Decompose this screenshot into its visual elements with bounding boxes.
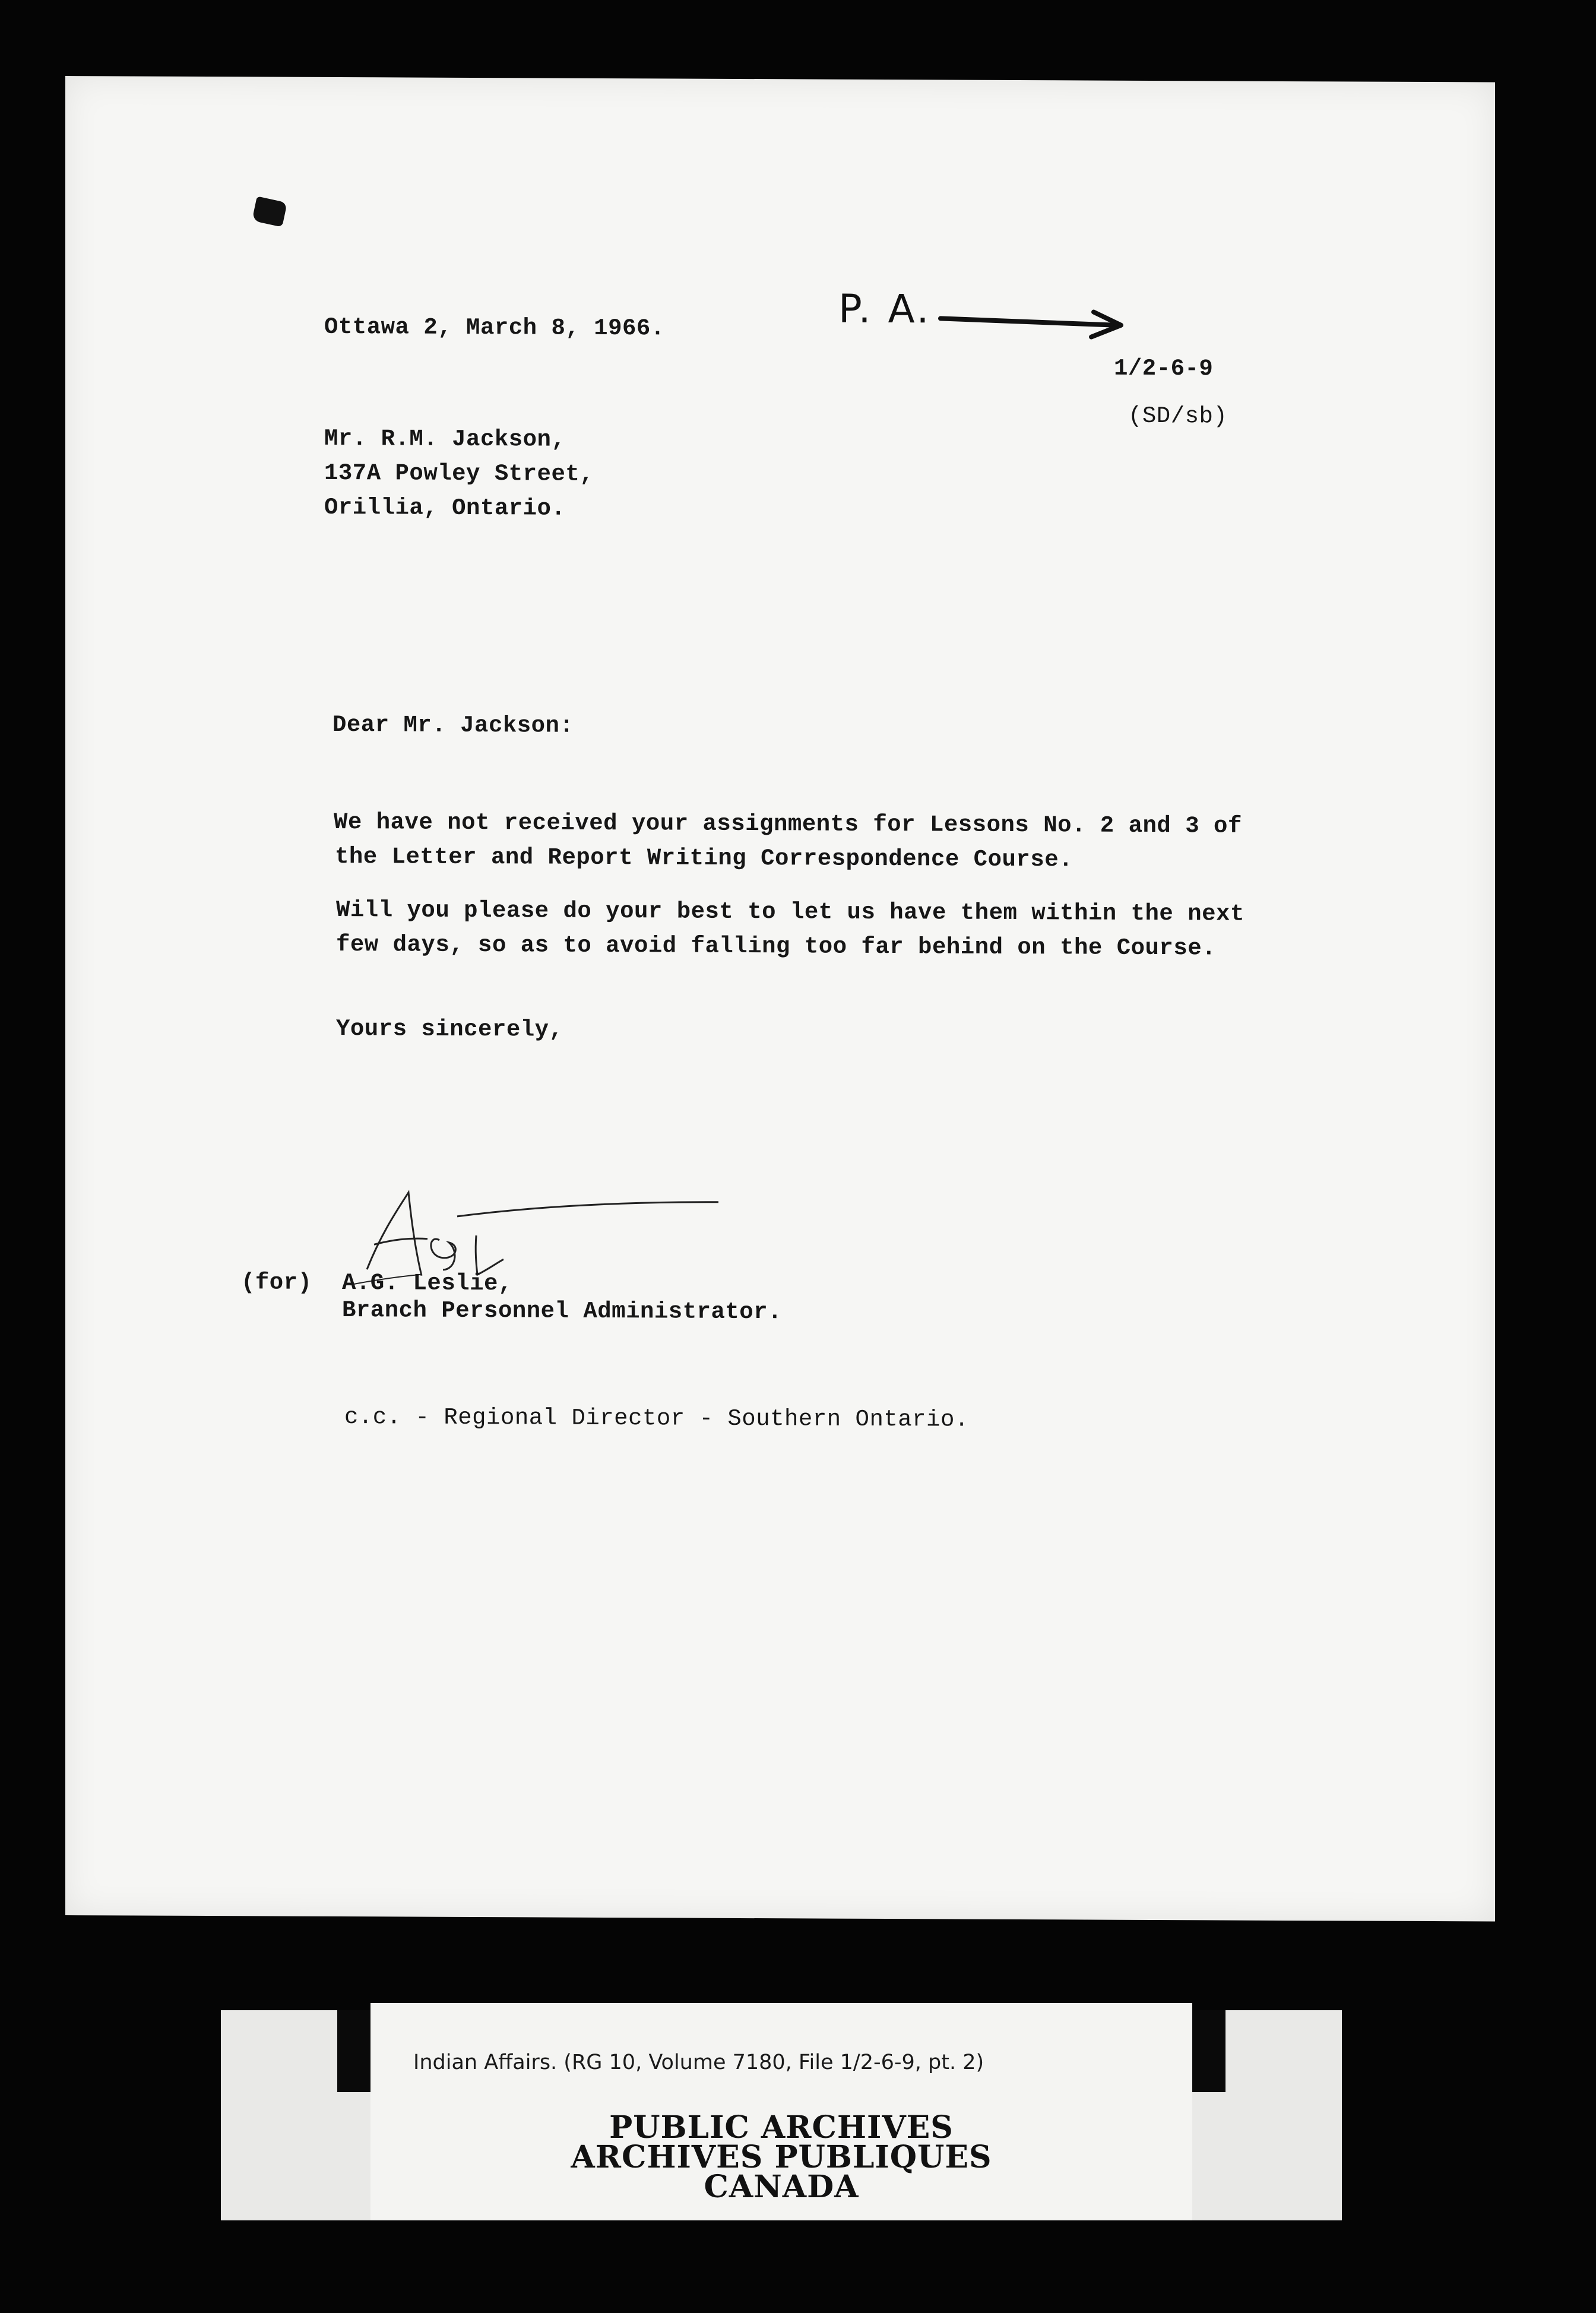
typist-initials-ref: (SD/sb)	[1128, 403, 1228, 430]
signer-for-prefix: (for)	[241, 1269, 312, 1296]
body-paragraph-1-line-1: We have not received your assignments for Lessons No. 2 and 3 of	[334, 809, 1242, 839]
handwritten-arrow-icon	[938, 304, 1152, 341]
strip-left-tab	[337, 2010, 370, 2092]
strip-right-tab	[1192, 2010, 1226, 2092]
closing: Yours sincerely,	[336, 1015, 563, 1043]
archive-name-english: PUBLIC ARCHIVES	[609, 2109, 954, 2146]
letter-page	[65, 76, 1495, 1922]
recipient-street: 137A Powley Street,	[324, 460, 594, 487]
body-paragraph-2-line-2: few days, so as to avoid falling too far behind on the Course.	[336, 931, 1217, 962]
recipient-name: Mr. R.M. Jackson,	[324, 425, 566, 453]
file-number: 1/2-6-9	[1114, 355, 1214, 382]
signer-title: Branch Personnel Administrator.	[342, 1297, 783, 1326]
archive-name-french: ARCHIVES PUBLIQUES	[571, 2139, 992, 2175]
body-paragraph-1-line-2: the Letter and Report Writing Correspondence Course.	[335, 843, 1073, 873]
recipient-city: Orillia, Ontario.	[324, 494, 566, 522]
letter-dateline: Ottawa 2, March 8, 1966.	[324, 313, 665, 342]
handwritten-pa-mark: P. A.	[838, 286, 932, 332]
punch-hole-mark	[252, 196, 287, 227]
archive-reference: Indian Affairs. (RG 10, Volume 7180, File 1/2-6-9, pt. 2)	[413, 2051, 984, 2074]
signer-name: A.G. Leslie,	[342, 1270, 512, 1297]
body-paragraph-2-line-1: Will you please do your best to let us have them within the next	[336, 896, 1244, 927]
archive-label-strip	[221, 2010, 1342, 2220]
archive-country: CANADA	[704, 2169, 859, 2205]
salutation: Dear Mr. Jackson:	[332, 711, 574, 739]
carbon-copy-line: c.c. - Regional Director - Southern Ontario.	[344, 1404, 969, 1433]
